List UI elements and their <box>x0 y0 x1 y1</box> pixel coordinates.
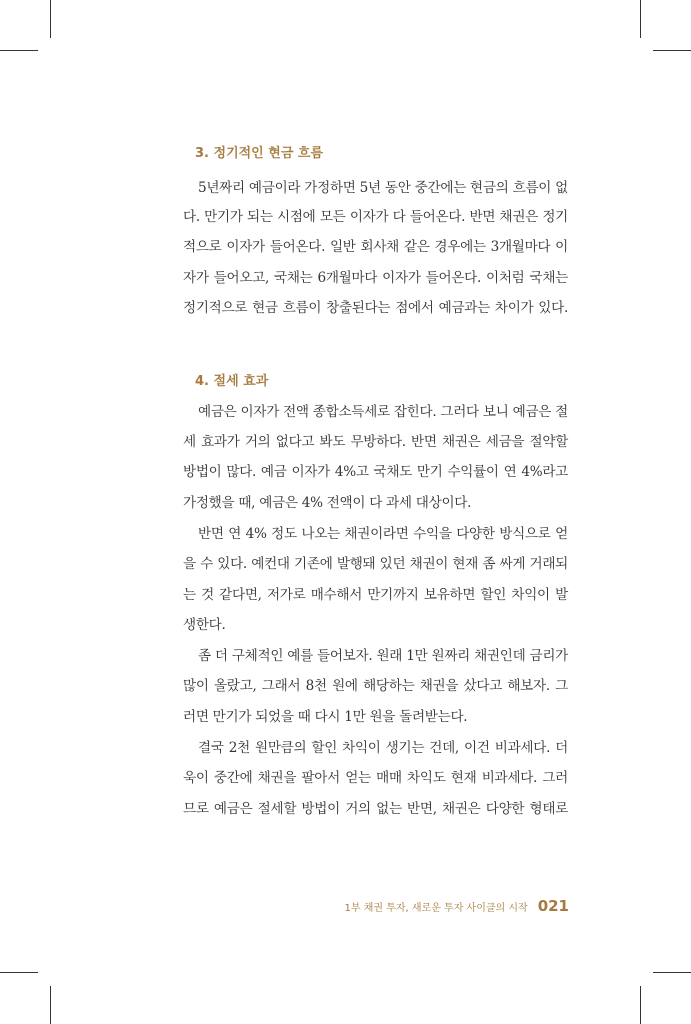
crop-mark <box>0 50 38 51</box>
body-line: 므로 예금은 절세할 방법이 거의 없는 반면, 채권은 다양한 형태로 <box>183 801 568 817</box>
crop-mark <box>653 50 691 51</box>
crop-mark <box>653 972 691 973</box>
crop-mark <box>0 972 38 973</box>
section-heading: 4. 절세 효과 <box>195 374 269 389</box>
body-line: 반면 연 4% 정도 나오는 채권이라면 수익을 다양한 방식으로 얻 <box>198 526 568 542</box>
crop-mark <box>640 986 641 1024</box>
body-line: 좀 더 구체적인 예를 들어보자. 원래 1만 원짜리 채권인데 금리가 <box>198 648 568 664</box>
section-heading: 3. 정기적인 현금 흐름 <box>195 146 324 161</box>
body-line: 러면 만기가 되었을 때 다시 1만 원을 돌려받는다. <box>183 709 468 725</box>
body-line: 정기적으로 현금 흐름이 창출된다는 점에서 예금과는 차이가 있다. <box>183 300 568 316</box>
body-line: 5년짜리 예금이라 가정하면 5년 동안 중간에는 현금의 흐름이 없 <box>198 180 568 196</box>
body-line: 많이 올랐고, 그래서 8천 원에 해당하는 채권을 샀다고 해보자. 그 <box>183 678 568 694</box>
running-title: 1부 채권 투자, 새로운 투자 사이클의 시작 <box>344 903 528 914</box>
page-footer <box>345 897 570 915</box>
body-line: 적으로 이자가 들어온다. 일반 회사채 같은 경우에는 3개월마다 이 <box>183 239 568 255</box>
body-line: 욱이 중간에 채권을 팔아서 얻는 매매 차익도 현재 비과세다. 그러 <box>183 770 568 786</box>
body-line: 생한다. <box>183 617 226 633</box>
body-line: 예금은 이자가 전액 종합소득세로 잡힌다. 그러다 보니 예금은 절 <box>198 404 568 420</box>
body-line: 는 것 같다면, 저가로 매수해서 만기까지 보유하면 할인 차익이 발 <box>183 587 568 603</box>
body-line: 세 효과가 거의 없다고 봐도 무방하다. 반면 채권은 세금을 절약할 <box>183 434 568 450</box>
body-line: 자가 들어오고, 국채는 6개월마다 이자가 들어온다. 이처럼 국채는 <box>183 270 568 286</box>
body-line: 다. 만기가 되는 시점에 모든 이자가 다 들어온다. 반면 채권은 정기 <box>183 209 568 225</box>
body-line: 결국 2천 원만큼의 할인 차익이 생기는 건데, 이건 비과세다. 더 <box>198 740 568 756</box>
crop-mark <box>50 986 51 1024</box>
page-number: 021 <box>537 897 569 915</box>
crop-mark <box>640 0 641 38</box>
crop-mark <box>50 0 51 38</box>
body-line: 방법이 많다. 예금 이자가 4%고 국채도 만기 수익률이 연 4%라고 <box>183 464 568 480</box>
body-line: 가정했을 때, 예금은 4% 전액이 다 과세 대상이다. <box>183 495 472 511</box>
body-line: 을 수 있다. 예컨대 기존에 발행돼 있던 채권이 현재 좀 싸게 거래되 <box>183 556 568 572</box>
